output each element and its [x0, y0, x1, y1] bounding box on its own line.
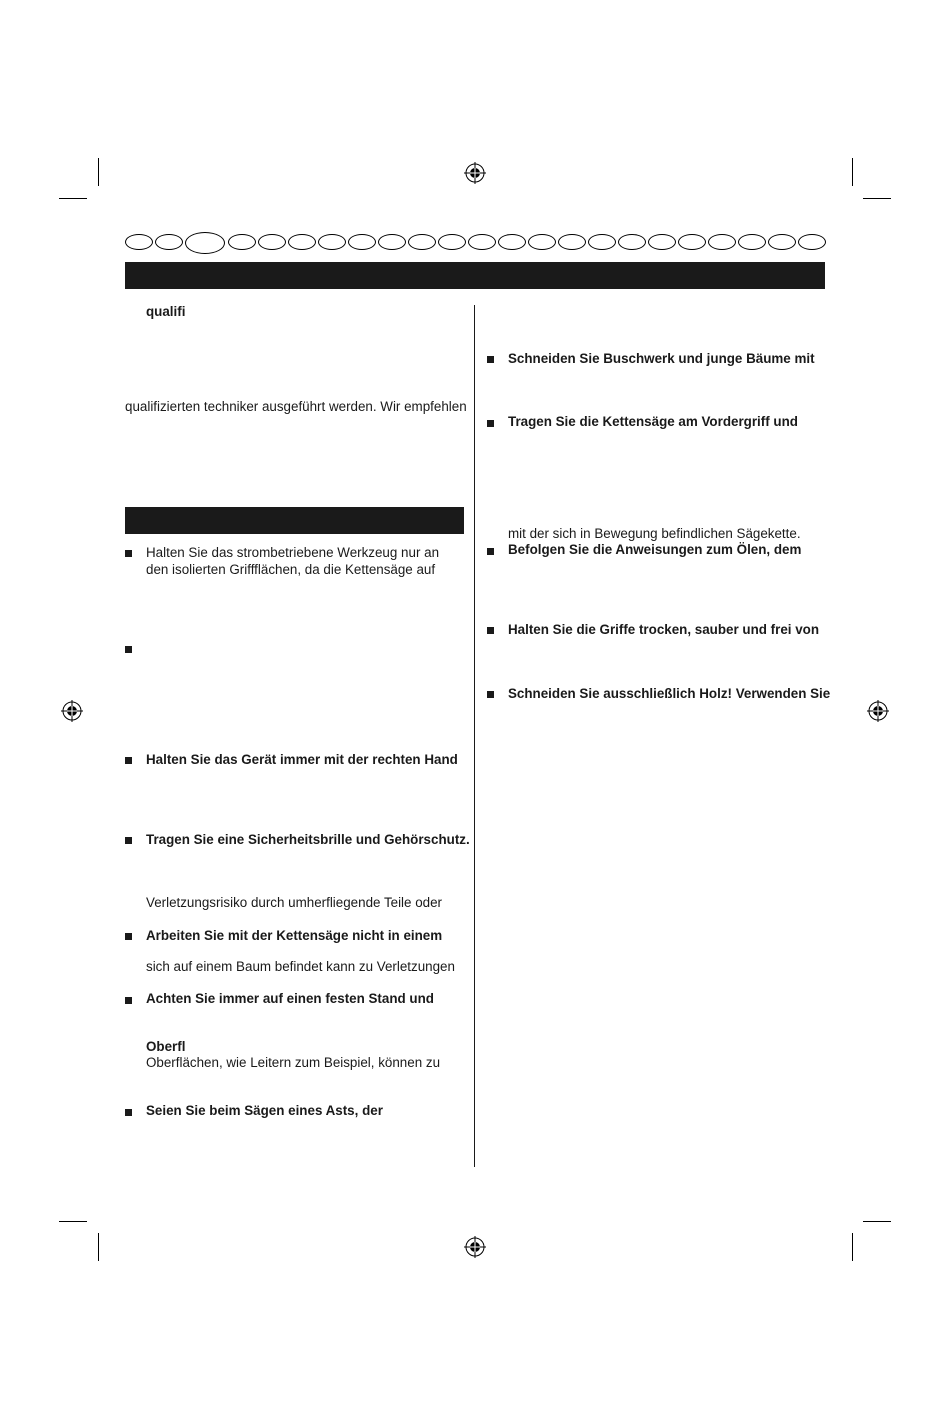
language-oval	[708, 234, 736, 250]
section-header-band	[125, 507, 464, 534]
left-bullet1-line1: Halten Sie das strombetriebene Werkzeug nur an	[146, 545, 440, 560]
crop-mark-top-left-horizontal	[59, 198, 87, 199]
registration-mark-icon	[61, 700, 83, 722]
left-bullet6-title: Achten Sie immer auf einen festen Stand und	[146, 991, 434, 1006]
language-oval	[288, 234, 316, 250]
language-oval	[378, 234, 406, 250]
right-bullet2-title: Tragen Sie die Kettensäge am Vordergriff und	[508, 414, 798, 429]
language-oval	[125, 234, 153, 250]
left-bullet4-title: Tragen Sie eine Sicherheitsbrille und Gehörschutz.	[146, 832, 470, 847]
language-oval	[408, 234, 436, 250]
square-bullet-icon	[125, 837, 132, 844]
right-bullet3-title: Befolgen Sie die Anweisungen zum Ölen, dem	[508, 542, 802, 557]
square-bullet-icon	[125, 646, 132, 653]
crop-mark-top-right-horizontal	[863, 198, 891, 199]
left-bullet5-title: Arbeiten Sie mit der Kettensäge nicht in einem	[146, 928, 443, 943]
registration-mark-icon	[464, 162, 486, 184]
square-bullet-icon	[487, 691, 494, 698]
page-header-band	[125, 262, 825, 289]
crop-mark-bottom-left-horizontal	[59, 1221, 87, 1222]
crop-mark-top-right-vertical	[852, 158, 853, 186]
crop-mark-bottom-right-horizontal	[863, 1221, 891, 1222]
right-bullet1-title: Schneiden Sie Buschwerk und junge Bäume mit	[508, 351, 815, 366]
column-divider	[474, 305, 475, 1167]
crop-mark-bottom-left-vertical	[98, 1233, 99, 1261]
language-oval	[498, 234, 526, 250]
language-oval	[528, 234, 556, 250]
language-oval	[318, 234, 346, 250]
right-bullet2-continuation: mit der sich in Bewegung befindlichen Sägekette.	[508, 526, 801, 541]
language-oval	[468, 234, 496, 250]
left-top-fragment: qualifi	[146, 304, 186, 319]
right-bullet4-title: Halten Sie die Griffe trocken, sauber und frei von	[508, 622, 820, 637]
square-bullet-icon	[125, 997, 132, 1004]
square-bullet-icon	[125, 1109, 132, 1116]
registration-mark-icon	[464, 1236, 486, 1258]
language-oval	[678, 234, 706, 250]
left-bullet3-title: Halten Sie das Gerät immer mit der rechten Hand	[146, 752, 458, 767]
language-oval	[768, 234, 796, 250]
right-bullet5-title: Schneiden Sie ausschließlich Holz! Verwenden Sie	[508, 686, 831, 701]
language-oval	[438, 234, 466, 250]
square-bullet-icon	[125, 933, 132, 940]
square-bullet-icon	[487, 356, 494, 363]
language-oval	[155, 234, 183, 250]
left-bullet6-subheading: Oberfl	[146, 1039, 186, 1054]
square-bullet-icon	[487, 627, 494, 634]
language-oval	[648, 234, 676, 250]
language-oval	[258, 234, 286, 250]
square-bullet-icon	[125, 757, 132, 764]
square-bullet-icon	[487, 548, 494, 555]
left-bullet4-continuation: Verletzungsrisiko durch umherfliegende Teile oder	[146, 895, 443, 910]
left-paragraph-line: qualifizierten techniker ausgeführt werden. Wir empfehlen	[125, 399, 467, 414]
square-bullet-icon	[487, 420, 494, 427]
crop-mark-bottom-right-vertical	[852, 1233, 853, 1261]
square-bullet-icon	[125, 550, 132, 557]
language-oval	[798, 234, 826, 250]
left-bullet6-continuation: Oberflächen, wie Leitern zum Beispiel, können zu	[146, 1055, 441, 1070]
crop-mark-top-left-vertical	[98, 158, 99, 186]
language-oval	[558, 234, 586, 250]
language-oval	[738, 234, 766, 250]
left-bullet1-line2: den isolierten Griffflächen, da die Kettensäge auf	[146, 562, 436, 577]
left-bullet5-continuation: sich auf einem Baum befindet kann zu Verletzungen	[146, 959, 455, 974]
language-selector-bar	[125, 233, 827, 255]
left-bullet7-title: Seien Sie beim Sägen eines Asts, der	[146, 1103, 383, 1118]
language-oval	[588, 234, 616, 250]
language-oval	[618, 234, 646, 250]
language-oval-active	[185, 232, 225, 254]
registration-mark-icon	[867, 700, 889, 722]
language-oval	[228, 234, 256, 250]
language-oval	[348, 234, 376, 250]
